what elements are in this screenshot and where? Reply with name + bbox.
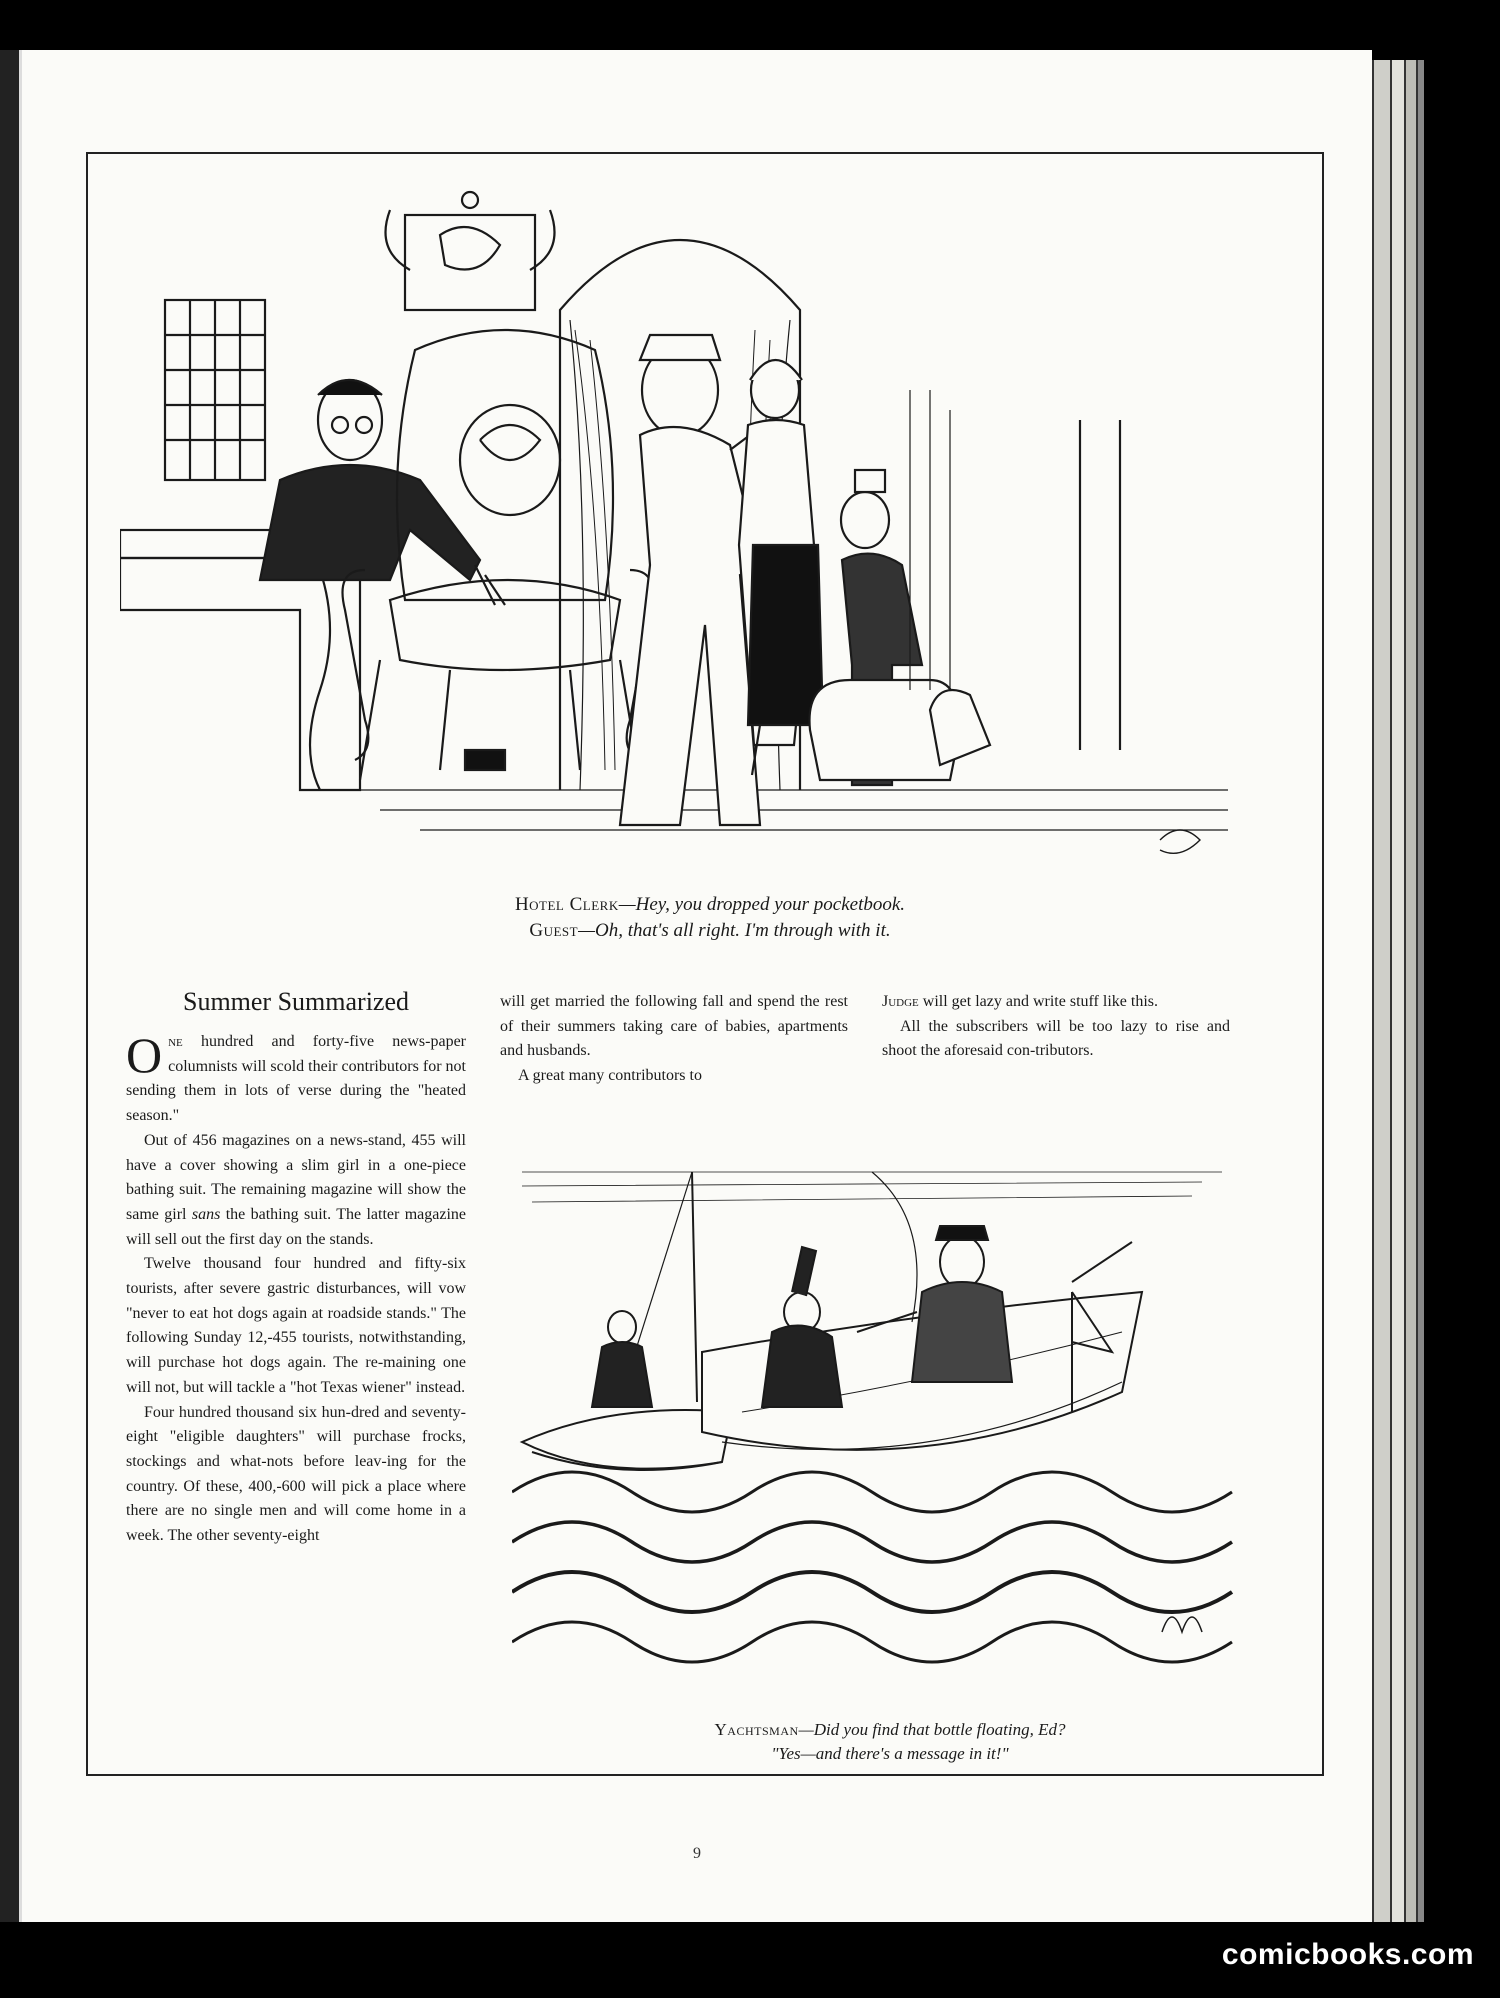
article-paragraph — [126, 1129, 466, 1253]
page-stack-edge — [1372, 60, 1390, 1922]
magazine-name: Judge — [882, 993, 919, 1010]
caption-dialogue: "Yes—and there's a message in it!" — [771, 1744, 1009, 1763]
article-paragraph: Twelve thousand four hundred and fifty-six tourists, after severe gastric disturbances, will vow "never to eat hot dogs again at roadside stands." The following Sunday 12,-455 tourists, notwithstanding, will purchase hot dogs again. The re-maining one will not, but will tackle a "hot Texas wiener" instead. — [126, 1255, 466, 1396]
yacht-cartoon — [512, 1162, 1237, 1697]
paragraph-text: Out of 456 magazines on a news-stand, 455 will have a cover showing a slim girl in a one-piece bathing suit. The remaining magazine will show the same girl — [126, 1131, 466, 1223]
hotel-lobby-cartoon — [120, 190, 1228, 880]
article-paragraph: A great many contributors to — [518, 1067, 702, 1085]
paragraph-text: hundred and forty-five news-paper columnists will scold their contributors for not sending them in lots of verse during the "heated season." — [126, 1033, 466, 1125]
caption-dialogue: —Did you find that bottle floating, Ed? — [798, 1720, 1066, 1739]
caption-speaker: Hotel Clerk — [514, 894, 619, 915]
caption-dialogue: —Hey, you dropped your pocketbook. — [618, 894, 906, 915]
article-paragraph — [882, 990, 1230, 1015]
page-stack-edge — [1416, 60, 1424, 1922]
article-column-2 — [500, 990, 848, 1089]
article-paragraph: All the subscribers will be too lazy to rise and shoot the aforesaid con-tributors. — [882, 1017, 1230, 1060]
caption-line — [330, 918, 1090, 944]
paragraph-text: the bathing suit. The latter magazine will sell out the first day on the stands. — [126, 1205, 467, 1248]
top-cartoon-caption — [330, 892, 1090, 944]
article-column-1 — [126, 1027, 467, 1549]
article-paragraph: will get married the following fall and spend the rest of their summers taking care of babies, apartments and husbands. — [500, 993, 848, 1060]
bottom-cartoon-caption — [560, 1718, 1220, 1766]
page-stack-edge — [1404, 60, 1416, 1922]
article-paragraph: Four hundred thousand six hun-dred and seventy-eight "eligible daughters" will purchase frocks, stockings and what-nots before leav-ing for the country. Of these, 400,-600 will pick a place where there are no single men and will come home in a week. The other seventy-eight — [126, 1403, 466, 1545]
article-title: Summer Summarized — [182, 987, 409, 1016]
page-stack-edge — [1390, 60, 1404, 1922]
yacht-drawing — [512, 1162, 1237, 1697]
caption-dialogue: —Oh, that's all right. I'm through with it. — [578, 920, 891, 941]
left-page-edge — [0, 50, 22, 1922]
italic-word: sans — [191, 1205, 221, 1223]
drop-cap: O — [126, 1027, 163, 1083]
caption-speaker: Yachtsman — [714, 1720, 799, 1739]
site-watermark: comicbooks.com — [1221, 1938, 1474, 1971]
lead-small-caps: ne — [168, 1033, 183, 1050]
article-paragraph — [126, 1027, 466, 1129]
paragraph-text: will get lazy and write stuff like this. — [918, 993, 1158, 1010]
caption-line — [330, 892, 1090, 918]
caption-speaker: Guest — [529, 920, 579, 941]
caption-line — [560, 1718, 1220, 1742]
hotel-lobby-drawing — [120, 190, 1228, 880]
page-number: 9 — [693, 1845, 701, 1862]
article-column-3 — [882, 990, 1230, 1064]
